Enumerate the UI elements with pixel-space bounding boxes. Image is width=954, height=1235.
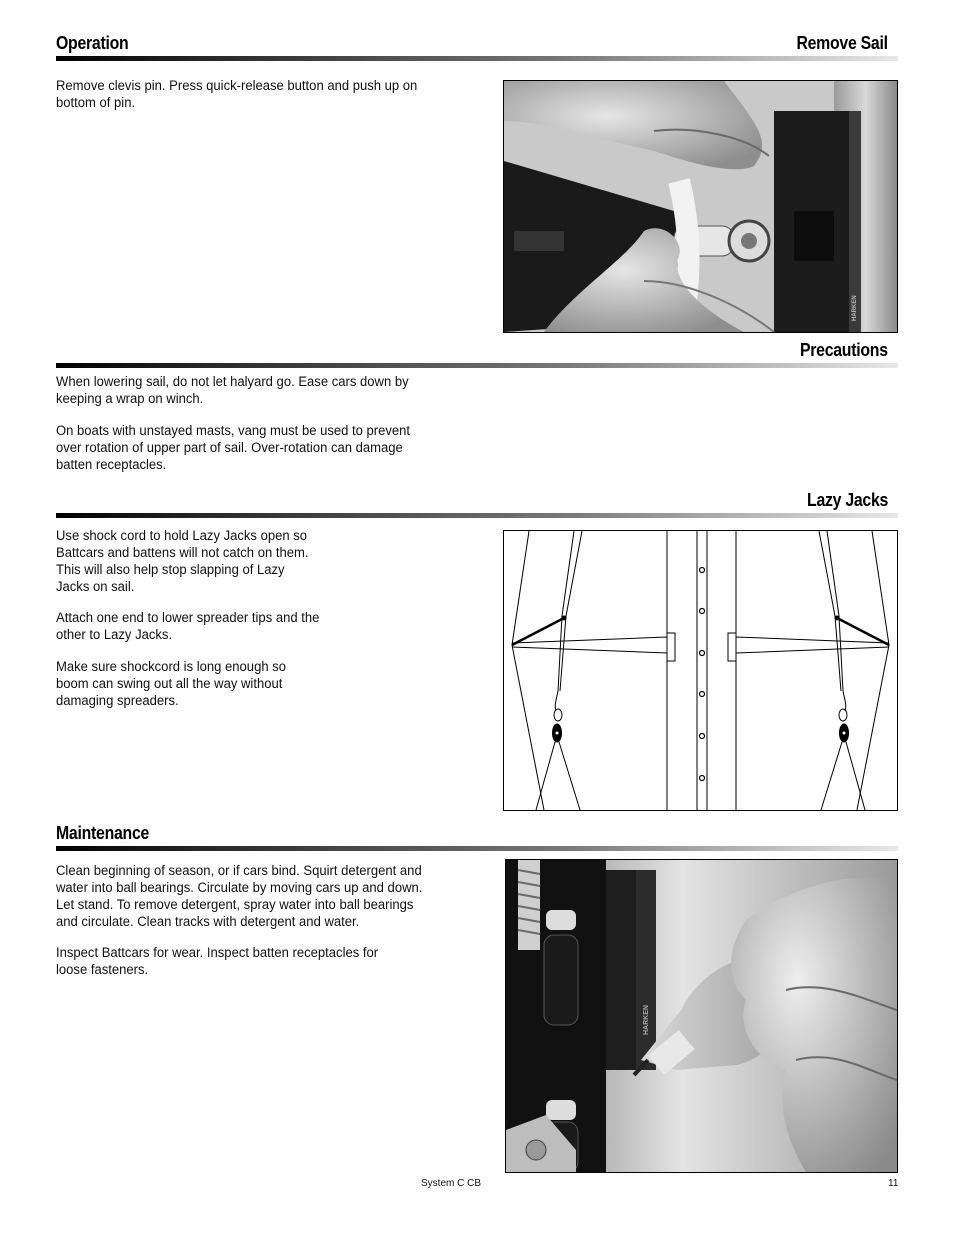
footer-page-number: 11: [888, 1178, 899, 1189]
lazy-jacks-para-3: Make sure shockcord is long enough so boom can swing out all the way without damaging spreaders.: [56, 659, 286, 709]
remove-sail-photo: [503, 80, 898, 333]
harken-logo-text: HARKEN: [852, 295, 858, 321]
remove-sail-text: Remove clevis pin. Press quick-release button and push up on bottom of pin.: [56, 78, 418, 111]
lazy-jacks-para-1: Use shock cord to hold Lazy Jacks open so Battcars and battens will not catch on them. This will also help stop slapping of Lazy Jacks on sail.: [56, 528, 309, 595]
precautions-para-1: When lowering sail, do not let halyard go. Ease cars down by keeping a wrap on winch.: [56, 374, 409, 407]
harken-logo-text-2: HARKEN: [643, 1005, 650, 1035]
maintenance-para-1: Clean beginning of season, or if cars bind. Squirt detergent and water into ball bearings. Circulate by moving cars up and down. Let stand. To remove detergent, spray water into ball bearings and circulate. Clean tracks with detergent and water.: [56, 863, 423, 930]
precautions-heading: Precautions: [800, 340, 888, 360]
precautions-para-2: On boats with unstayed masts, vang must be used to prevent over rotation of upper part of sail. Over-rotation can damage batten receptacles.: [56, 423, 411, 473]
precautions-rule: [56, 363, 898, 368]
remove-sail-heading: Remove Sail: [796, 33, 888, 53]
lazy-jacks-para-2: Attach one end to lower spreader tips and the other to Lazy Jacks.: [56, 610, 320, 643]
operation-heading: Operation: [56, 33, 129, 53]
maintenance-para-2: Inspect Battcars for wear. Inspect batten receptacles for loose fasteners.: [56, 945, 379, 978]
operation-rule: [56, 56, 898, 61]
maintenance-heading: Maintenance: [56, 823, 150, 843]
lazy-jacks-heading: Lazy Jacks: [806, 490, 888, 510]
maintenance-photo: [505, 859, 898, 1173]
lazy-jacks-diagram: [503, 530, 898, 811]
maintenance-rule: [56, 846, 898, 851]
footer-doc-name: System C CB: [421, 1178, 482, 1189]
lazy-jacks-rule: [56, 513, 898, 518]
